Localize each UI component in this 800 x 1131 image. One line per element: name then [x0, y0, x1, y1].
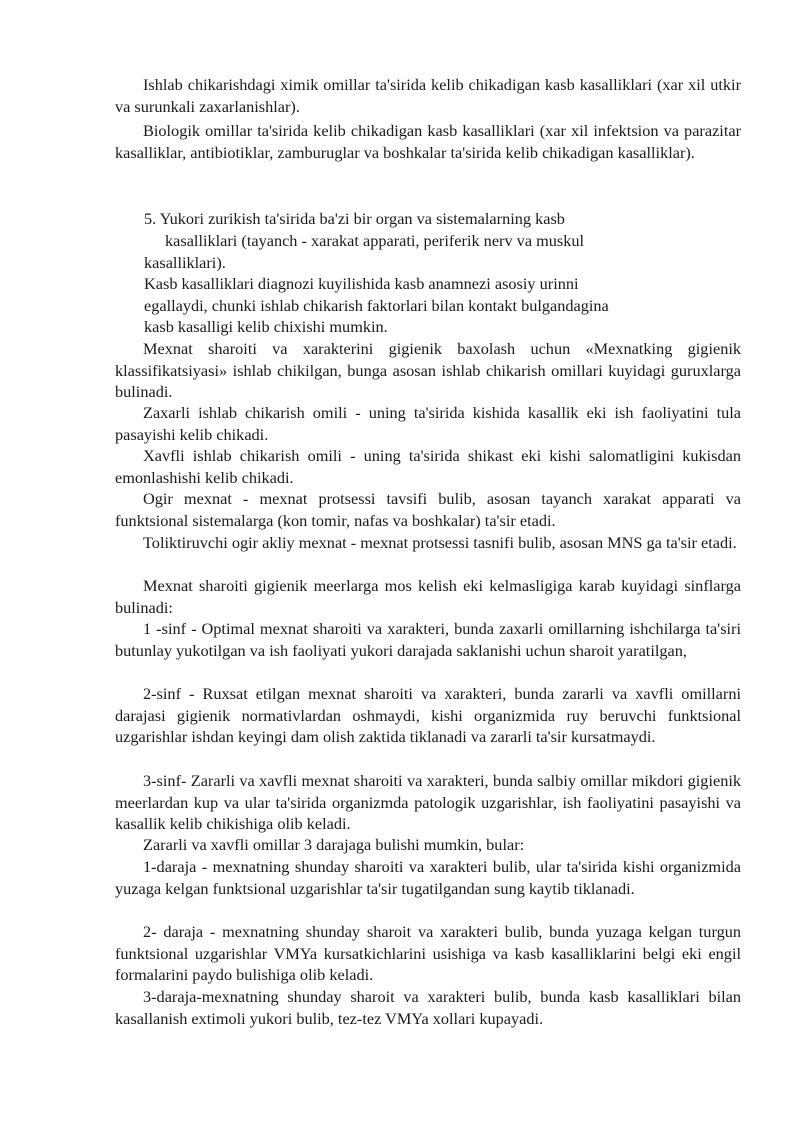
paragraph-class-1: 1 -sinf - Optimal mexnat sharoiti va xarakteri, bunda zaxarli omillarning ishchilarga ta'siri butunlay yukotilgan va ish faoliyati yukori darajada saklanishi uchun sharoit yaratilgan, — [115, 619, 741, 660]
paragraph-chemical-factors: Ishlab chikarishdagi ximik omillar ta'sirida kelib chikadigan kasb kasalliklari (xar xil utkir va surunkali zaxarlanishlar). — [115, 75, 741, 116]
paragraph-dangerous-factor: Xavfli ishlab chikarish omili - uning ta'sirida shikast eki kishi salomatligini kukisdan emonlashishi kelib chikadi. — [115, 446, 741, 487]
list-item-5-line-3: kasalliklari). — [144, 253, 226, 272]
paragraph-hygienic-classification: Mexnat sharoiti va xarakterini gigienik baxolash uchun «Mexnatking gigienik klassifikatsiyasi» ishlab chikilgan, bunga asosan ishlab chikarish omillari kuyidagi guruxlarga bulinadi. — [115, 339, 741, 402]
anamnesis-line-1: Kasb kasalliklari diagnozi kuyilishida kasb anamnezi asosiy urinni — [144, 274, 579, 293]
paragraph-degree-1: 1-daraja - mexnatning shunday sharoiti va xarakteri bulib, ular ta'sirida kishi organizmida yuzaga kelgan funktsional uzgarishlar ta'sir tugatilgandan sung kaytib tiklanadi. — [115, 857, 741, 898]
paragraph-class-intro: Mexnat sharoiti gigienik meerlarga mos kelish eki kelmasligiga karab kuyidagi sinflarga bulinadi: — [115, 576, 741, 617]
paragraph-harmful-factor: Zaxarli ishlab chikarish omili - uning ta'sirida kishida kasallik eki ish faoliyatini tula pasayishi kelib chikadi. — [115, 403, 741, 444]
paragraph-biological-factors: Biologik omillar ta'sirida kelib chikadigan kasb kasalliklari (xar xil infektsion va parazitar kasalliklar, antibiotiklar, zamburuglar va boshkalar ta'sirida kelib chikadigan kasalliklar). — [115, 121, 741, 162]
paragraph-degrees-intro: Zararli va xavfli omillar 3 darajaga bulishi mumkin, bular: — [143, 835, 525, 854]
paragraph-class-2: 2-sinf - Ruxsat etilgan mexnat sharoiti va xarakteri, bunda zararli va xavfli omillarni darajasi gigienik normativlardan oshmaydi, kishi organizmida ruy beruvchi funktsional uzgarishlar ishdan keyingi dam olish zaktida tiklanadi va zararli ta'sir kursatmaydi. — [115, 684, 741, 747]
list-item-5-line-2: kasalliklari (tayanch - xarakat apparati, periferik nerv va muskul — [165, 231, 585, 250]
paragraph-degree-3: 3-daraja-mexnatning shunday sharoit va xarakteri bulib, bunda kasb kasalliklari bilan kasallanish extimoli yukori bulib, tez-tez VMYa xollari kupayadi. — [115, 987, 741, 1028]
list-item-5-line-1: 5. Yukori zurikish ta'sirida ba'zi bir organ va sistemalarning kasb — [144, 209, 565, 228]
anamnesis-line-2: egallaydi, chunki ishlab chikarish faktorlari bilan kontakt bulgandagina — [144, 296, 609, 315]
paragraph-degree-2: 2- daraja - mexnatning shunday sharoit va xarakteri bulib, bunda yuzaga kelgan turgun funktsional uzgarishlar VMYa kursatkichlarini usishiga va kasb kasalliklarini belgi eki engil formalarini paydo bulishiga olib keladi. — [115, 922, 741, 985]
paragraph-heavy-labor: Ogir mexnat - mexnat protsessi tavsifi bulib, asosan tayanch xarakat apparati va funktsional sistemalarga (kon tomir, nafas va boshkalar) ta'sir etadi. — [115, 489, 741, 530]
paragraph-mental-labor: Toliktiruvchi ogir akliy mexnat - mexnat protsessi tasnifi bulib, asosan MNS ga ta'sir etadi. — [143, 533, 737, 552]
anamnesis-line-3: kasb kasalligi kelib chixishi mumkin. — [144, 317, 388, 336]
paragraph-class-3: 3-sinf- Zararli va xavfli mexnat sharoiti va xarakteri, bunda salbiy omillar mikdori gigienik meerlardan kup va ular ta'sirida organizmda patologik uzgarishlar, ish faoliyatini pasayishi va kasallik kelib chikishiga olib keladi. — [115, 771, 741, 834]
